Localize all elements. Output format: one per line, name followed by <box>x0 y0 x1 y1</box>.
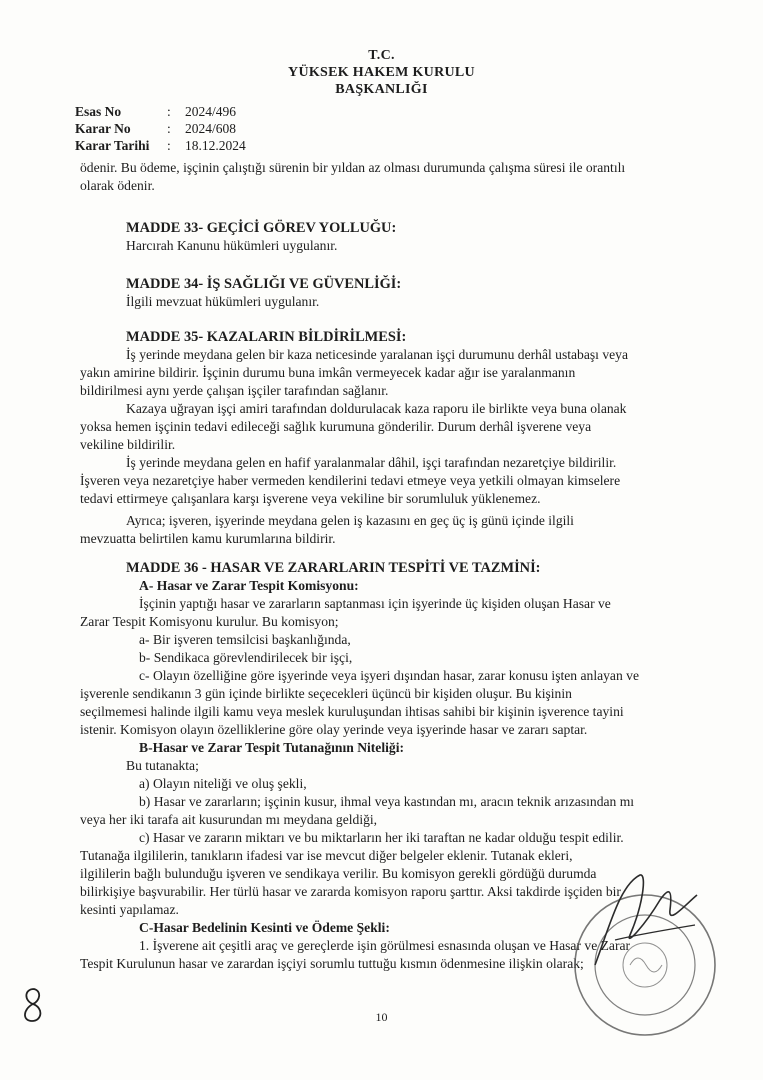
body-line: a) Olayın niteliği ve oluş şekli, <box>139 776 307 791</box>
tarih-label: Karar Tarihi <box>75 138 150 153</box>
body-line: c) Hasar ve zararın miktarı ve bu miktarların her iki taraftan ne kadar olduğu tespit edilir. <box>139 830 624 845</box>
body-line: Kazaya uğrayan işçi amiri tarafından doldurulacak kaza raporu ile birlikte veya buna olanak <box>126 401 627 416</box>
karar-value: 2024/608 <box>185 121 237 136</box>
body-line: yoksa hemen işçinin tedavi edileceği sağlık kurumuna gönderilir. Durum derhâl işverene veya <box>80 419 592 434</box>
tarih-colon: : <box>167 138 171 153</box>
tarih-value: 18.12.2024 <box>185 138 246 153</box>
body-line: Tespit Kurulunun hasar ve zarardan işçiyi sorumlu tuttuğu kısmın ödenmesine ilişkin olarak; <box>80 956 584 971</box>
body-line: c- Olayın özelliğine göre işyerinde veya işyeri dışından hasar, zarar konusu işten anlayan ve <box>139 668 639 683</box>
body-line: tedavi ettirmeye çalışanlara karşı işverene veya vekiline bir sorumluluk yüklenemez. <box>80 491 541 506</box>
handwritten-mark-icon <box>18 985 48 1025</box>
body-line: vekiline bildirilir. <box>80 437 176 452</box>
body-line: Ayrıca; işveren, işyerinde meydana gelen iş kazasını en geç üç iş günü içinde ilgili <box>126 513 574 528</box>
karar-colon: : <box>167 121 171 136</box>
article-34-text: İlgili mevzuat hükümleri uygulanır. <box>126 294 320 309</box>
body-line: Tutanağa ilgililerin, tanıkların ifadesi var ise mevcut diğer belgeler eklenir. Tutanak ekleri, <box>80 848 573 863</box>
meta-karar <box>75 121 236 137</box>
signature-icon <box>585 865 705 975</box>
body-line: veya her iki tarafa ait kusurundan mı meydana geldiği, <box>80 812 378 827</box>
article-34-title: MADDE 34- İŞ SAĞLIĞI VE GÜVENLİĞİ: <box>126 276 402 292</box>
body-line: işverenle sendikanın 3 gün içinde birlikte seçecekleri üçüncü bir kişiden oluşur. Bu kişinin <box>80 686 572 701</box>
body-line: kesinti yapılamaz. <box>80 902 179 917</box>
esas-label: Esas No <box>75 104 122 119</box>
article-33-text: Harcırah Kanunu hükümleri uygulanır. <box>126 238 338 253</box>
section-c-heading: C-Hasar Bedelinin Kesinti ve Ödeme Şekli: <box>139 920 390 935</box>
body-line: istenir. Komisyon olayın özelliklerine göre olay yerinde veya işyerinde hasar ve zararı saptar. <box>80 722 588 737</box>
article-35-title: MADDE 35- KAZALARIN BİLDİRİLMESİ: <box>126 329 407 345</box>
body-line: seçilmemesi halinde ilgili kamu veya meslek kuruluşundan ihtisas sahibi bir kişinin işverence tayini <box>80 704 624 719</box>
body-line: İş yerinde meydana gelen bir kaza neticesinde yaralanan işçi durumunu derhâl ustabaşı veya <box>126 347 629 362</box>
body-line: b) Hasar ve zararların; işçinin kusur, ihmal veya kastından mı, aracın teknik arızasından mı <box>139 794 635 809</box>
meta-tarih <box>75 138 246 154</box>
body-line: ödenir. Bu ödeme, işçinin çalıştığı sürenin bir yıldan az olması durumunda çalışma süresi ile orantılı <box>80 160 626 175</box>
body-line: İşçinin yaptığı hasar ve zararların saptanması için işyerinde üç kişiden oluşan Hasar ve <box>139 596 611 611</box>
esas-colon: : <box>167 104 171 119</box>
body-line: ilgililerin bağlı bulunduğu işveren ve sendikaya verilir. Bu komisyon gerekli gördüğü durumda <box>80 866 597 881</box>
body-line: yakın amirine bildirir. İşçinin durumu buna imkân vermeyecek kadar ağır ise yaralanmanın <box>80 365 576 380</box>
article-36-title: MADDE 36 - HASAR VE ZARARLARIN TESPİTİ VE TAZMİNİ: <box>126 560 541 576</box>
meta-esas <box>75 104 236 120</box>
karar-label: Karar No <box>75 121 131 136</box>
section-a-heading: A- Hasar ve Zarar Tespit Komisyonu: <box>139 578 359 593</box>
header-tc: T.C. <box>368 48 395 63</box>
body-line: İş yerinde meydana gelen en hafif yaralanmalar dâhil, işçi tarafından nezaretçiye bildirilir. <box>126 455 617 470</box>
body-line: a- Bir işveren temsilcisi başkanlığında, <box>139 632 351 647</box>
body-line: Bu tutanakta; <box>126 758 199 773</box>
header-institution: YÜKSEK HAKEM KURULU <box>288 65 475 80</box>
body-line: bildirilmesi aynı yerde çalışan işçiler tarafından sağlanır. <box>80 383 389 398</box>
header-presidency: BAŞKANLIĞI <box>335 82 428 97</box>
body-line: mevzuatta belirtilen kamu kurumlarına bildirir. <box>80 531 336 546</box>
body-line: olarak ödenir. <box>80 178 155 193</box>
article-33-title: MADDE 33- GEÇİCİ GÖREV YOLLUĞU: <box>126 220 397 236</box>
esas-value: 2024/496 <box>185 104 237 119</box>
body-line: bilirkişiye başvurabilir. Her türlü hasar ve zararda komisyon raporu şarttır. Aksi takdirde işçiden bir <box>80 884 621 899</box>
body-line: b- Sendikaca görevlendirilecek bir işçi, <box>139 650 353 665</box>
body-line: Zarar Tespit Komisyonu kurulur. Bu komisyon; <box>80 614 339 629</box>
section-b-heading: B-Hasar ve Zarar Tespit Tutanağının Niteliği: <box>139 740 404 755</box>
body-line: İşveren veya nezaretçiye haber vermeden kendilerini tedavi etmeye veya yetkili olmayan kimselere <box>80 473 621 488</box>
body-line: 1. İşverene ait çeşitli araç ve gereçlerde işin görülmesi esnasında oluşan ve Hasar ve Zarar <box>139 938 631 953</box>
page-number: 10 <box>375 1010 388 1024</box>
